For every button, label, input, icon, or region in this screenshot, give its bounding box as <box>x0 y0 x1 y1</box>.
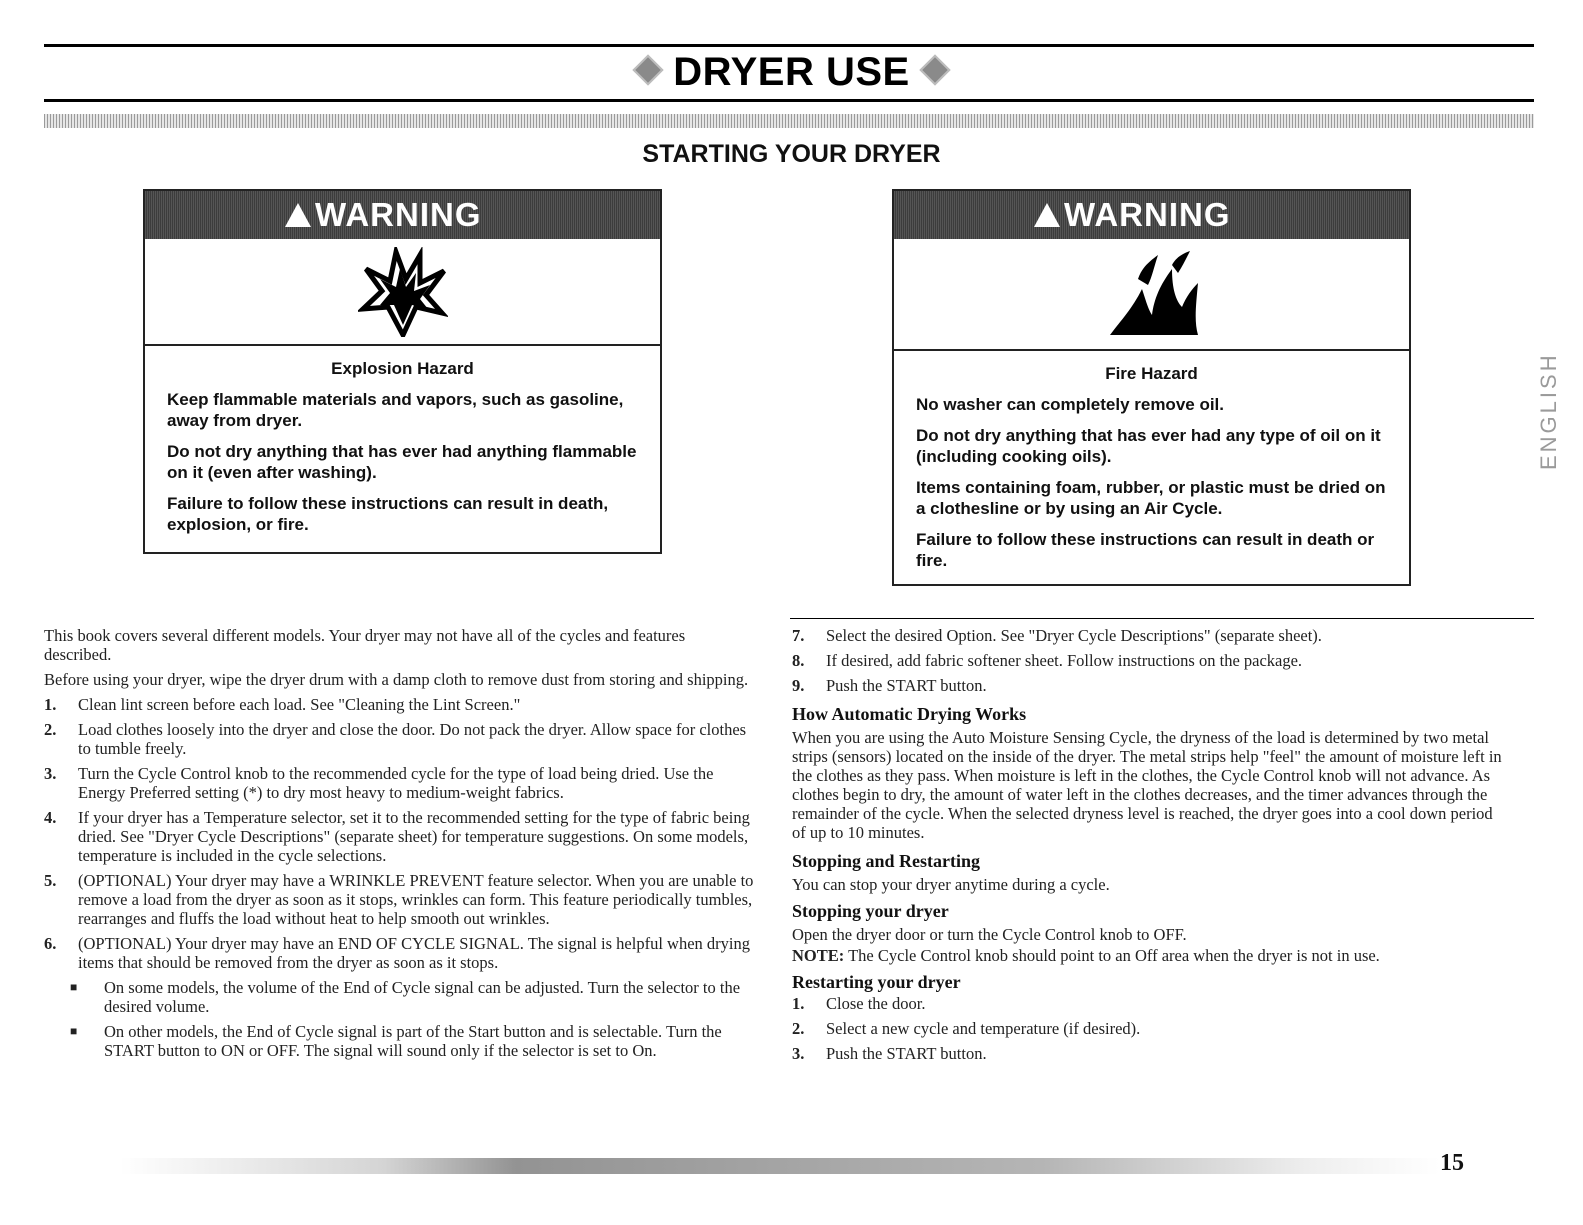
fire-icon <box>894 239 1409 351</box>
steps-list <box>792 626 1508 695</box>
fire-warning-text <box>894 351 1409 591</box>
warning-line: Failure to follow these instructions can result in death, explosion, or fire. <box>167 494 609 534</box>
page-title: DRYER USE <box>0 50 1583 95</box>
page-number: 15 <box>1440 1150 1464 1176</box>
list-item: 2. Load clothes loosely into the dryer and close the door. Do not pack the dryer. Allow space for clothes to tumble freely. <box>44 720 747 758</box>
warning-banner: WARNING <box>145 191 660 239</box>
list-item: 5. (OPTIONAL) Your dryer may have a WRINKLE PREVENT feature selector. When you are unable to remove a load from the dryer as soon as it stops, wrinkles can form. This feature periodically tumbles, rearranges and fluffs the load without heat to help smooth out wrinkles. <box>44 871 754 928</box>
fire-warning-box <box>892 189 1411 586</box>
hazard-title: Fire Hazard <box>1105 364 1198 383</box>
list-item: 4. If your dryer has a Temperature selector, set it to the recommended setting for the type of fabric being dried. See "Dryer Cycle Descriptions" (separate sheet) for temperature suggestions. On some models, temperature is included in the cycle selections. <box>44 808 750 865</box>
stopping-heading: Stopping your dryer <box>792 901 949 921</box>
halftone-band <box>44 114 1534 128</box>
list-item: 8. If desired, add fabric softener sheet. Follow instructions on the package. <box>792 651 1303 670</box>
explosion-warning-text <box>145 346 660 555</box>
diamond-icon <box>919 55 950 86</box>
note-label: NOTE: <box>792 946 845 965</box>
alert-triangle-icon <box>1034 203 1060 227</box>
list-item: 1. Close the door. <box>792 994 926 1013</box>
steps-list <box>44 695 756 1060</box>
alert-triangle-icon <box>285 203 311 227</box>
warning-line: Keep flammable materials and vapors, such as gasoline, away from dryer. <box>167 390 624 430</box>
list-item: 2. Select a new cycle and temperature (if desired). <box>792 1019 1141 1038</box>
warning-banner: WARNING <box>894 191 1409 239</box>
bullet-list <box>70 978 756 1060</box>
restart-steps-list <box>792 994 1508 1063</box>
note-text: The Cycle Control knob should point to an Off area when the dryer is not in use. <box>848 946 1380 965</box>
list-item: 6. (OPTIONAL) Your dryer may have an END OF CYCLE SIGNAL. The signal is helpful when drying items that should be removed from the dryer as soon as it stops. ■ On some models, the volume of the End of Cycle signal can be adjusted. Turn the selector to the desired volume. ■ On other models, the End of Cycle signal is part of the Start button and is selectable. Turn the START button to ON or OFF. The signal will sound only if the selector is set to On. <box>44 934 756 1060</box>
list-item: 3. Push the START button. <box>792 1044 987 1063</box>
warning-line: Failure to follow these instructions can result in death or fire. <box>916 530 1375 570</box>
stopping-restarting-heading: Stopping and Restarting <box>792 851 981 871</box>
right-column <box>792 626 1508 1069</box>
warning-line: Do not dry anything that has ever had any type of oil on it (including cooking oils). <box>916 426 1381 466</box>
footer-halftone-band <box>120 1158 1440 1174</box>
auto-drying-text: When you are using the Auto Moisture Sensing Cycle, the dryness of the load is determined by two metal strips (sensors) located on the inside of the dryer. The metal strips help "feel" the amount of moisture left in the clothes as they pass. When moisture is left in the clothes, the Cycle Control knob will not advance. As clothes begin to dry, the amount of water left in the clothes decreases, and the timer advances through the remainder of the cycle. When the selected dryness level is reached, the dryer goes into a cool down period of up to 10 minutes. <box>792 728 1502 842</box>
top-rule <box>44 44 1534 47</box>
list-item: ■ On other models, the End of Cycle signal is part of the Start button and is selectable. Turn the START button to ON or OFF. The signal will sound only if the selector is set to On. <box>70 1022 722 1060</box>
list-item: 9. Push the START button. <box>792 676 987 695</box>
stopping-text: Open the dryer door or turn the Cycle Control knob to OFF. <box>792 925 1187 944</box>
note <box>792 946 1508 965</box>
auto-drying-heading: How Automatic Drying Works <box>792 704 1027 724</box>
diamond-icon <box>633 55 664 86</box>
list-item: ■ On some models, the volume of the End of Cycle signal can be adjusted. Turn the selector to the desired volume. <box>70 978 741 1016</box>
title-underline-rule <box>44 99 1534 102</box>
warning-line: No washer can completely remove oil. <box>916 395 1225 414</box>
side-language-tab: ENGLISH <box>1536 352 1561 470</box>
warning-line: Items containing foam, rubber, or plastic must be dried on a clothesline or by using an Air Cycle. <box>916 478 1386 518</box>
stopping-restarting-text: You can stop your dryer anytime during a cycle. <box>792 875 1110 894</box>
intro-paragraph: Before using your dryer, wipe the dryer drum with a damp cloth to remove dust from storing and shipping. <box>44 670 749 689</box>
hazard-title: Explosion Hazard <box>331 359 474 378</box>
section-title: STARTING YOUR DRYER <box>642 140 941 168</box>
list-item: 3. Turn the Cycle Control knob to the recommended cycle for the type of load being dried. Use the Energy Preferred setting (*) to dry most heavy to medium-weight fabrics. <box>44 764 714 802</box>
column-rule <box>790 618 1534 619</box>
list-item: 1. Clean lint screen before each load. See "Cleaning the Lint Screen." <box>44 695 521 714</box>
intro-paragraph: This book covers several different models. Your dryer may not have all of the cycles and features described. <box>44 626 686 664</box>
list-item: 7. Select the desired Option. See "Dryer Cycle Descriptions" (separate sheet). <box>792 626 1322 645</box>
bullet-icon: ■ <box>70 1024 78 1038</box>
explosion-icon <box>145 239 660 346</box>
left-column <box>44 626 756 1066</box>
explosion-warning-box <box>143 189 662 554</box>
bullet-icon: ■ <box>70 980 78 994</box>
warning-line: Do not dry anything that has ever had anything flammable on it (even after washing). <box>167 442 637 482</box>
restarting-heading: Restarting your dryer <box>792 972 961 992</box>
